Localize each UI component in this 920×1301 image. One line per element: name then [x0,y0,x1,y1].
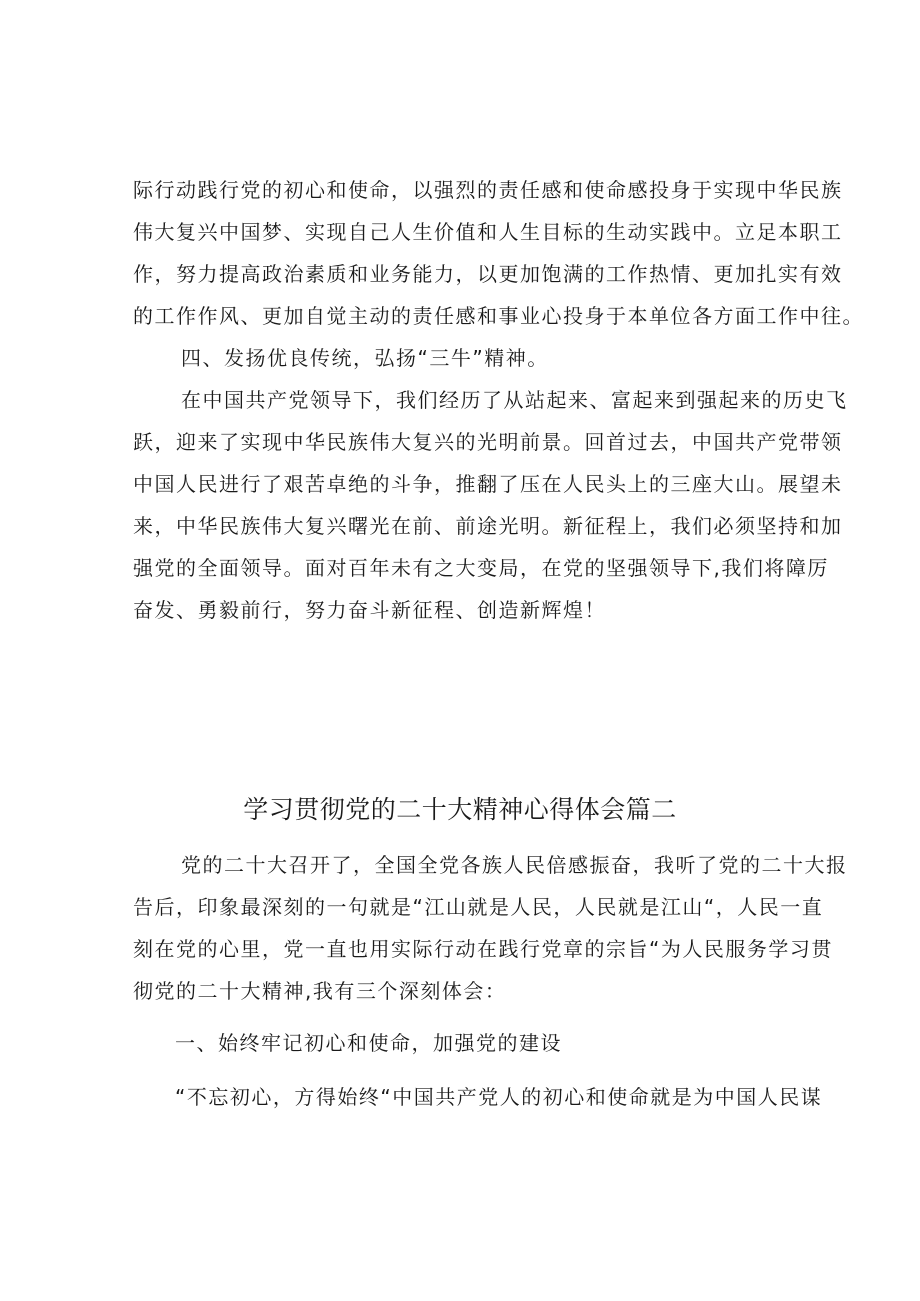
paragraph-line: “不忘初心，方得始终“中国共产党人的初心和使命就是为中国人民谋 [175,1085,823,1109]
paragraph-line: 彻党的二十大精神,我有三个深刻体会： [133,979,507,1003]
paragraph-line: 跃，迎来了实现中华民族伟大复兴的光明前景。回首过去，中国共产党带领 [133,430,843,454]
paragraph-line: 来，中华民族伟大复兴曙光在前、前途光明。新征程上，我们必须坚持和加 [133,514,843,538]
article-title: 学习贯彻党的二十大精神心得体会篇二 [243,795,677,824]
section-heading: 四、发扬优良传统，弘扬“三牛”精神。 [181,346,549,370]
paragraph-line: 党的二十大召开了，全国全党各族人民倍感振奋，我听了党的二十大报 [181,853,848,877]
paragraph-line: 奋发、勇毅前行，努力奋斗新征程、创造新辉煌！ [133,598,606,622]
paragraph-line: 告后，印象最深刻的一句就是“江山就是人民，人民就是江山“，人民一直 [133,895,824,919]
paragraph-line: 伟大复兴中国梦、实现自己人生价值和人生目标的生动实践中。立足本职工 [133,220,843,244]
paragraph-line: 刻在党的心里，党一直也用实际行动在践行党章的宗旨“为人民服务学习贯 [133,937,833,961]
paragraph-line: 际行动践行党的初心和使命，以强烈的责任感和使命感投身于实现中华民族 [133,178,843,202]
paragraph-line: 强党的全面领导。面对百年未有之大变局，在党的坚强领导下,我们将障厉 [133,556,829,580]
paragraph-line: 的工作作风、更加自觉主动的责任感和事业心投身于本单位各方面工作中往。 [133,304,864,328]
section-heading: 一、始终牢记初心和使命，加强党的建设 [175,1031,562,1055]
paragraph-line: 中国人民进行了艰苦卓绝的斗争，推翻了压在人民头上的三座大山。展望未 [133,472,843,496]
paragraph-line: 作，努力提高政治素质和业务能力，以更加饱满的工作热情、更加扎实有效 [133,262,843,286]
paragraph-line: 在中国共产党领导下，我们经历了从站起来、富起来到强起来的历史飞 [181,388,848,412]
